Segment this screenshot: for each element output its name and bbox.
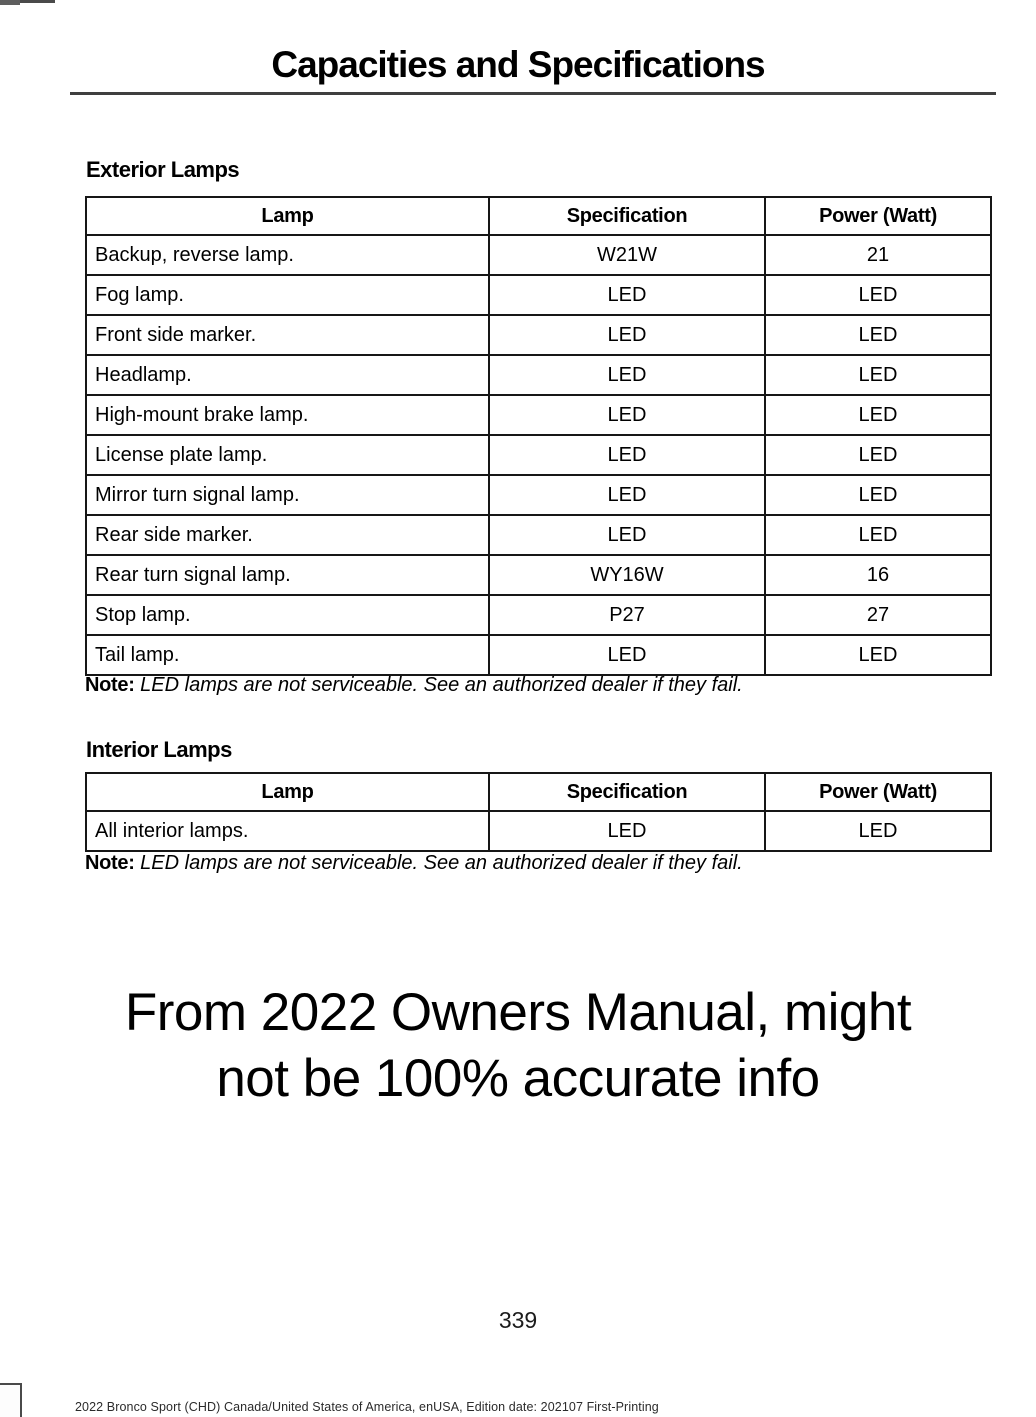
cell-power: LED	[765, 275, 991, 315]
interior-lamps-note	[85, 852, 743, 875]
table-row	[86, 235, 991, 275]
table-row	[86, 275, 991, 315]
cell-power: LED	[765, 515, 991, 555]
annotation-line: not be 100% accurate info	[216, 1049, 820, 1108]
cell-specification: WY16W	[489, 555, 765, 595]
interior-lamps-heading: Interior Lamps	[86, 737, 232, 762]
footer-edition-text: 2022 Bronco Sport (CHD) Canada/United States of America, enUSA, Edition date: 202107 First-Printing	[75, 1400, 659, 1414]
cell-power: LED	[765, 811, 991, 851]
scan-artifact-corner-box	[0, 1383, 22, 1417]
cell-power: LED	[765, 475, 991, 515]
cell-lamp: All interior lamps.	[86, 811, 489, 851]
column-header-lamp: Lamp	[86, 197, 489, 235]
note-text: LED lamps are not serviceable. See an authorized dealer if they fail.	[140, 852, 743, 874]
cell-specification: LED	[489, 355, 765, 395]
cell-power: LED	[765, 395, 991, 435]
cell-lamp: Headlamp.	[86, 355, 489, 395]
table-row	[86, 355, 991, 395]
cell-lamp: Rear side marker.	[86, 515, 489, 555]
cell-power: LED	[765, 635, 991, 675]
cell-power: LED	[765, 355, 991, 395]
cell-specification: LED	[489, 315, 765, 355]
page-number: 339	[498, 1307, 538, 1333]
cell-lamp: Front side marker.	[86, 315, 489, 355]
note-label: Note:	[85, 674, 135, 696]
table-row	[86, 515, 991, 555]
cell-lamp: License plate lamp.	[86, 435, 489, 475]
page-title: Capacities and Specifications	[271, 44, 765, 85]
annotation-overlay	[0, 980, 1036, 1112]
cell-lamp: Tail lamp.	[86, 635, 489, 675]
table-row	[86, 475, 991, 515]
exterior-lamps-note	[85, 674, 743, 697]
note-text: LED lamps are not serviceable. See an authorized dealer if they fail.	[140, 674, 743, 696]
table-header-row	[86, 197, 991, 235]
cell-specification: LED	[489, 435, 765, 475]
cell-lamp: Stop lamp.	[86, 595, 489, 635]
scan-artifact-top-bar-dark	[0, 0, 20, 5]
cell-lamp: Mirror turn signal lamp.	[86, 475, 489, 515]
cell-power: 16	[765, 555, 991, 595]
cell-specification: LED	[489, 811, 765, 851]
cell-lamp: High-mount brake lamp.	[86, 395, 489, 435]
annotation-line: From 2022 Owners Manual, might	[124, 983, 912, 1042]
column-header-lamp: Lamp	[86, 773, 489, 811]
column-header-power: Power (Watt)	[765, 773, 991, 811]
table-row	[86, 635, 991, 675]
table-row	[86, 595, 991, 635]
table-header-row	[86, 773, 991, 811]
cell-lamp: Backup, reverse lamp.	[86, 235, 489, 275]
table-row	[86, 811, 991, 851]
table-row	[86, 315, 991, 355]
table-row	[86, 395, 991, 435]
cell-specification: P27	[489, 595, 765, 635]
note-label: Note:	[85, 852, 135, 874]
cell-specification: LED	[489, 515, 765, 555]
exterior-lamps-table	[85, 196, 992, 676]
column-header-specification: Specification	[489, 773, 765, 811]
cell-specification: LED	[489, 395, 765, 435]
cell-power: 21	[765, 235, 991, 275]
cell-specification: LED	[489, 475, 765, 515]
cell-power: LED	[765, 315, 991, 355]
cell-power: LED	[765, 435, 991, 475]
cell-specification: LED	[489, 635, 765, 675]
interior-lamps-table	[85, 772, 992, 852]
table-row	[86, 555, 991, 595]
exterior-lamps-heading: Exterior Lamps	[86, 157, 240, 182]
column-header-specification: Specification	[489, 197, 765, 235]
cell-specification: W21W	[489, 235, 765, 275]
column-header-power: Power (Watt)	[765, 197, 991, 235]
title-divider	[70, 92, 996, 95]
cell-power: 27	[765, 595, 991, 635]
table-row	[86, 435, 991, 475]
cell-lamp: Fog lamp.	[86, 275, 489, 315]
cell-lamp: Rear turn signal lamp.	[86, 555, 489, 595]
cell-specification: LED	[489, 275, 765, 315]
